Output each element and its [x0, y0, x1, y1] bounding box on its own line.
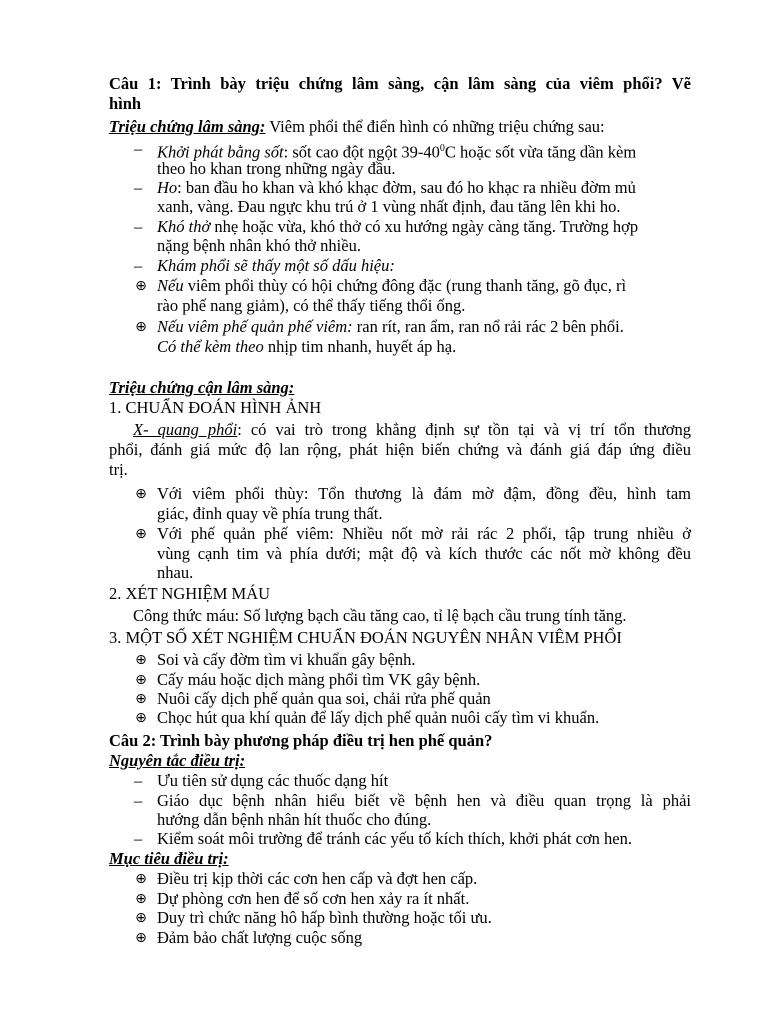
circle-plus-bullet: ⊕	[135, 930, 147, 946]
section-etiology-tests-heading: 3. MỘT SỐ XÉT NGHIỆM CHUẨN ĐOÁN NGUYÊN NHÂN VIÊM PHỔI	[109, 628, 622, 647]
xray-lobar-line-2: giác, đỉnh quay về phía trung thất.	[157, 504, 383, 523]
xray-text: : có vai trò trong khẳng định sự tồn tại và vị trí tổn thương	[237, 420, 691, 439]
symptom-dyspnea-line-2: nặng bệnh nhân khó thở nhiều.	[157, 236, 361, 255]
lung-exam-heading: Khám phổi sẽ thấy một số dấu hiệu:	[157, 256, 395, 275]
goal-4: Đảm bảo chất lượng cuộc sống	[157, 928, 363, 947]
clinical-symptoms-intro-text: Viêm phổi thể điển hình có những triệu chứng sau:	[265, 117, 605, 136]
goal-2: Dự phòng cơn hen để số cơn hen xảy ra ít nhất.	[157, 889, 470, 908]
principle-2-line-2: hướng dẫn bệnh nhân hít thuốc cho đúng.	[157, 810, 432, 829]
may-include-text: nhịp tim nhanh, huyết áp hạ.	[263, 337, 457, 356]
lobar-pneumonia-text: viêm phổi thùy có hội chứng đông đặc (rung thanh tăng, gõ đục, rì	[183, 276, 627, 295]
circle-plus-bullet: ⊕	[135, 891, 147, 907]
treatment-principles-heading: Nguyên tắc điều trị:	[109, 751, 246, 770]
symptom-cough-line-2: xanh, vàng. Đau ngực khu trú ở 1 vùng nhất định, đau tăng lên khi ho.	[157, 197, 621, 216]
clinical-symptoms-heading: Triệu chứng lâm sàng:	[109, 117, 266, 136]
dash-bullet: –	[134, 139, 143, 158]
bronchopneumonia-label: Nếu viêm phế quản phế viêm:	[157, 317, 353, 336]
dash-bullet: –	[134, 178, 143, 197]
principle-1: Ưu tiên sử dụng các thuốc dạng hít	[157, 771, 389, 790]
circle-plus-bullet: ⊕	[135, 910, 147, 926]
question-1-title-line-2: hình	[109, 94, 142, 113]
may-include-label: Có thể kèm theo	[157, 337, 264, 356]
clinical-symptoms-intro	[109, 117, 605, 137]
bronchopneumonia-line-1	[157, 317, 624, 337]
goal-3: Duy trì chức năng hô hấp bình thường hoặc tối ưu.	[157, 908, 492, 927]
xray-broncho-line-1: Với phế quản phế viêm: Nhiều nốt mờ rải rác 2 phổi, tập trung nhiều ở	[157, 524, 691, 543]
symptom-fever-text: : sốt cao đột ngột 39-40	[283, 142, 440, 162]
question-1-title-line-1: Câu 1: Trình bày triệu chứng lâm sàng, cận lâm sàng của viêm phổi? Vẽ	[109, 74, 691, 93]
dash-bullet: –	[134, 256, 143, 275]
degree-superscript: 0	[439, 143, 445, 154]
symptom-dyspnea-label: Khó thở	[157, 217, 211, 236]
xray-label: X- quang phổi	[133, 420, 238, 439]
symptom-cough-line-1	[157, 178, 636, 198]
symptom-fever-line-2: theo ho khan trong những ngày đầu.	[157, 159, 396, 178]
dash-bullet: –	[134, 771, 143, 790]
xray-broncho-line-2: vùng cạnh tim và phía dưới; mật độ và kích thước các nốt mờ không đều	[157, 544, 691, 563]
etiology-test-3: Nuôi cấy dịch phế quản qua soi, chải rửa phế quản	[157, 689, 491, 708]
symptom-dyspnea-text: nhẹ hoặc vừa, khó thở có xu hướng ngày càng tăng. Trường hợp	[210, 217, 639, 236]
section-imaging-heading: 1. CHUẨN ĐOÁN HÌNH ẢNH	[109, 398, 322, 417]
etiology-test-1: Soi và cấy đờm tìm vi khuẩn gây bệnh.	[157, 650, 416, 669]
circle-plus-bullet: ⊕	[135, 319, 147, 335]
symptom-cough-label: Ho	[157, 178, 178, 197]
circle-plus-bullet: ⊕	[135, 486, 147, 502]
principle-2-line-1: Giáo dục bệnh nhân hiểu biết về bệnh hen và điều quan trọng là phải	[157, 791, 691, 810]
lobar-pneumonia-line-2: rào phế nang giảm), có thể thấy tiếng thổi ống.	[157, 296, 466, 315]
xray-lobar-line-1: Với viêm phổi thùy: Tổn thương là đám mờ đậm, đồng đều, hình tam	[157, 484, 691, 503]
dash-bullet: –	[134, 217, 143, 236]
section-blood-test-heading: 2. XÉT NGHIỆM MÁU	[109, 584, 271, 603]
circle-plus-bullet: ⊕	[135, 672, 147, 688]
circle-plus-bullet: ⊕	[135, 710, 147, 726]
xray-line-1	[133, 420, 691, 440]
dash-bullet: –	[134, 791, 143, 810]
symptom-fever-text-cont: C hoặc sốt vừa tăng dần kèm	[444, 142, 637, 162]
circle-plus-bullet: ⊕	[135, 526, 147, 542]
goal-1: Điều trị kịp thời các cơn hen cấp và đợt hen cấp.	[157, 869, 478, 888]
symptom-fever-label: Khởi phát bằng sốt	[157, 142, 284, 162]
xray-line-3: trị.	[109, 460, 128, 479]
principle-3: Kiểm soát môi trường để tránh các yếu tố kích thích, khởi phát cơn hen.	[157, 829, 632, 848]
symptom-cough-text: : ban đầu ho khan và khó khạc đờm, sau đó ho khạc ra nhiều đờm mủ	[177, 178, 636, 197]
bronchopneumonia-line-2	[157, 337, 456, 357]
xray-line-2: phổi, đánh giá mức độ lan rộng, phát hiện biến chứng và đánh giá đáp ứng điều	[109, 440, 691, 459]
paraclinical-heading: Triệu chứng cận lâm sàng:	[109, 378, 295, 397]
etiology-test-4: Chọc hút qua khí quản để lấy dịch phế quản nuôi cấy tìm vi khuẩn.	[157, 708, 600, 727]
if-label: Nếu	[157, 276, 184, 295]
blood-count-text: Công thức máu: Số lượng bạch cầu tăng cao, tỉ lệ bạch cầu trung tính tăng.	[133, 606, 627, 625]
dash-bullet: –	[134, 829, 143, 848]
symptom-dyspnea-line-1	[157, 217, 638, 237]
question-2-title: Câu 2: Trình bày phương pháp điều trị hen phế quản?	[109, 731, 493, 750]
xray-broncho-line-3: nhau.	[157, 563, 194, 582]
circle-plus-bullet: ⊕	[135, 691, 147, 707]
lobar-pneumonia-line-1	[157, 276, 626, 296]
circle-plus-bullet: ⊕	[135, 871, 147, 887]
bronchopneumonia-text: ran rít, ran ẩm, ran nổ rải rác 2 bên phổi.	[352, 317, 624, 336]
circle-plus-bullet: ⊕	[135, 652, 147, 668]
etiology-test-2: Cấy máu hoặc dịch màng phổi tìm VK gây bệnh.	[157, 670, 481, 689]
circle-plus-bullet: ⊕	[135, 278, 147, 294]
treatment-goals-heading: Mục tiêu điều trị:	[109, 849, 229, 868]
